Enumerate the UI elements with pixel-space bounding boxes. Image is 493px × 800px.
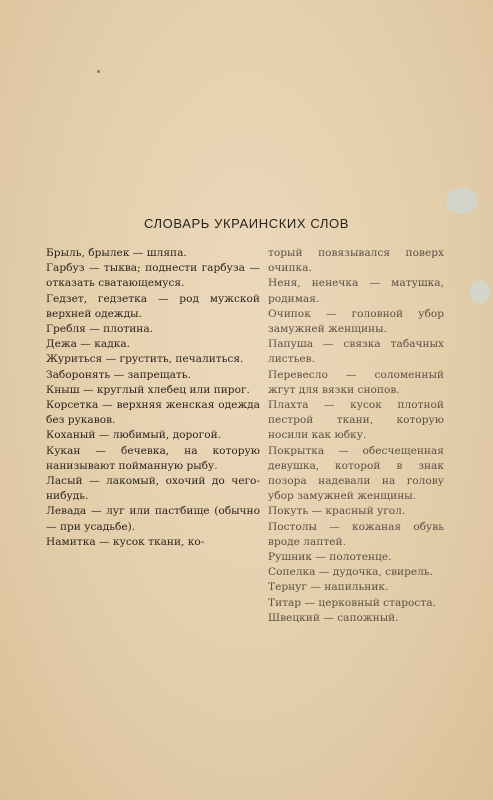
glossary-entry: Титар — церковный староста.: [268, 596, 436, 609]
glossary-entry: Журиться — грустить, печалиться.: [46, 353, 244, 366]
glossary-entry: Швецкий — сапожный.: [268, 611, 399, 624]
glossary-entry: Перевесло — соломенный жгут для вязки снопов.: [268, 368, 444, 396]
glossary-entry: Покуть — красный угол.: [268, 505, 406, 518]
page-stain: [470, 280, 490, 304]
glossary-entry: Ласый — лакомый, охочий до чего-нибудь.: [46, 475, 260, 503]
glossary-entry: Кныш — круглый хлебец или пирог.: [46, 383, 250, 396]
glossary-right-column: [268, 246, 444, 626]
glossary-entry: Папуша — связка табачных листьев.: [268, 338, 444, 366]
glossary-entry: Тернуг — напильник.: [268, 581, 389, 594]
glossary-entry: Неня, ненечка — матушка, родимая.: [268, 277, 444, 305]
glossary-left-column: [46, 246, 260, 550]
glossary-title: СЛОВАРЬ УКРАИНСКИХ СЛОВ: [143, 216, 350, 231]
glossary-entry: Плахта — кусок плотной пестрой ткани, которую носили как юбку.: [268, 399, 444, 442]
glossary-entry: Гребля — плотина.: [46, 323, 154, 336]
glossary-entry: Сопелка — дудочка, свирель.: [268, 566, 434, 579]
glossary-entry: торый повязывался поверх очипка.: [268, 247, 444, 275]
glossary-entry: Гедзет, гедзетка — род мужской верхней одежды.: [46, 292, 260, 320]
page-stain: [446, 188, 478, 214]
page-speck: [97, 70, 100, 73]
glossary-entry: Гарбуз — тыква; поднести гарбуза — отказать сватающемуся.: [46, 262, 260, 290]
glossary-entry: Дежа — кадка.: [46, 338, 131, 351]
glossary-entry: Заборонять — запрещать.: [46, 368, 191, 381]
glossary-entry: Рушник — полотенце.: [268, 551, 392, 564]
glossary-entry: Кукан — бечевка, на которую нанизывают пойманную рыбу.: [46, 444, 260, 472]
glossary-entry: Постолы — кожаная обувь вроде лаптей.: [268, 520, 444, 548]
glossary-entry: Намитка — кусок ткани, ко-: [46, 535, 205, 548]
glossary-entry: Коханый — любимый, дорогой.: [46, 429, 222, 442]
glossary-entry: Брыль, брылек — шляпа.: [46, 247, 187, 259]
glossary-entry: Покрытка — обесчещенная девушка, которой в знак позора надевали на голову убор замужней женщины.: [268, 444, 444, 503]
glossary-entry: Левада — луг или пастбище (обычно — при усадьбе).: [46, 505, 260, 533]
glossary-entry: Корсетка — верхняя женская одежда без рукавов.: [46, 399, 260, 427]
glossary-entry: Очипок — головной убор замужней женщины.: [268, 307, 444, 336]
